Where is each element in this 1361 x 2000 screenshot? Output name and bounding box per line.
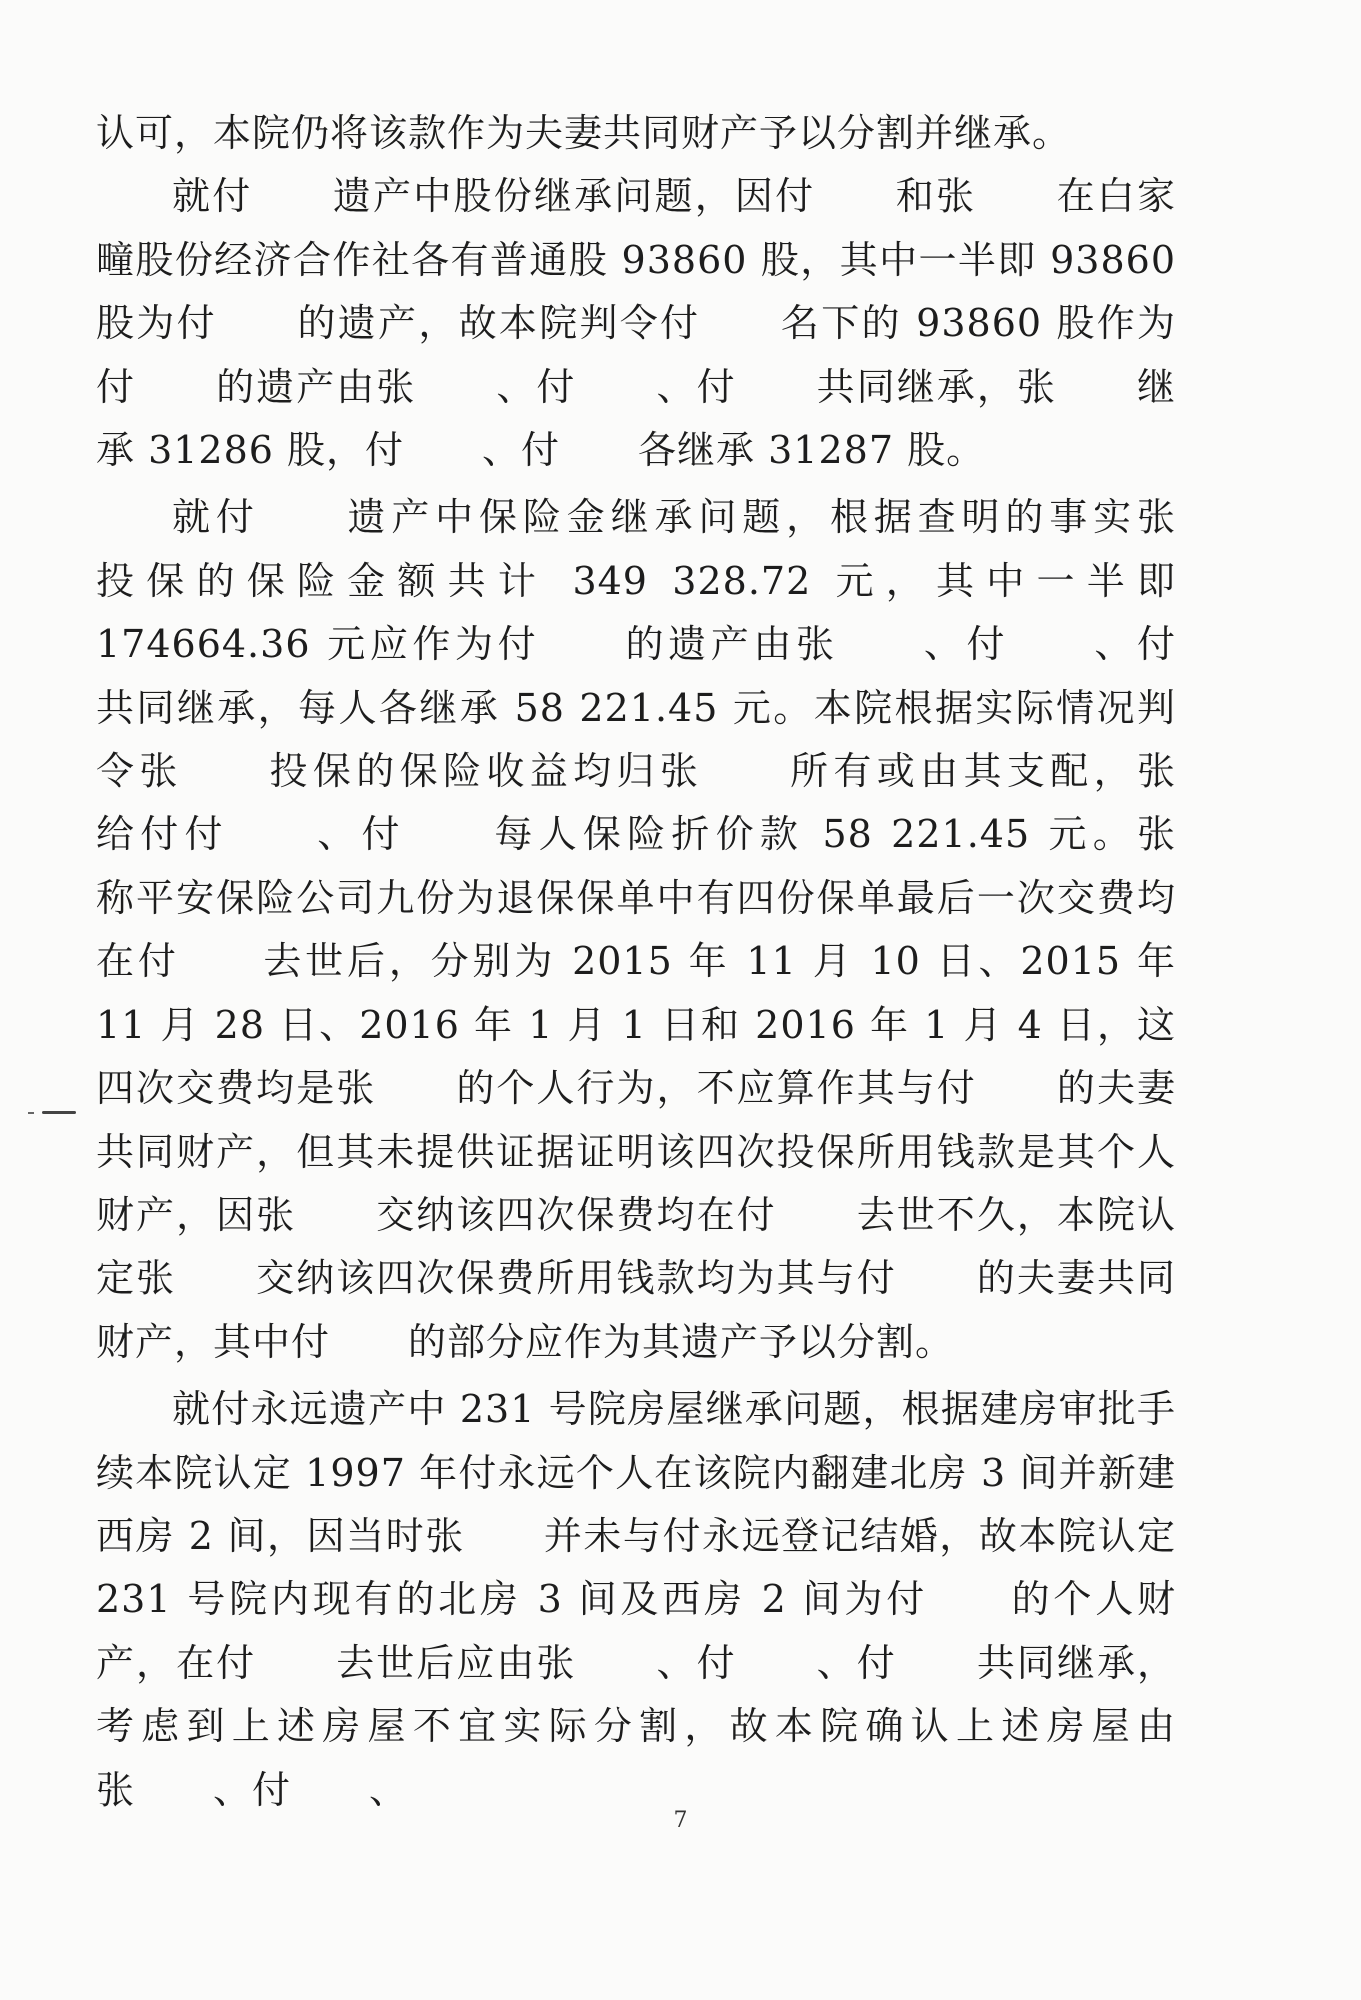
scan-artifact-mark [42,1111,76,1114]
paragraph-continuation: 认可，本院仍将该款作为夫妻共同财产予以分割并继承。 [96,111,1072,155]
paragraph-share-inheritance: 就付 遗产中股份继承问题，因付 和张 在白家疃股份经济合作社各有普通股 93860 股，其中一半即 93860 股为付 的遗产，故本院判令付 名下的 93860 股作为付 的遗产由张 、付 、付 共同继承，张 继承 31286 股，付 、付 各继承 31287 股。 [96,174,1176,473]
paragraph-insurance-inheritance: 就付 遗产中保险金继承问题，根据查明的事实张 投保的保险金额共计 349 328.72 元，其中一半即 174664.36 元应作为付 的遗产由张 、付 、付 共同继承，每人各继承 58 221.45 元。本院根据实际情况判令张 投保的保险收益均归张 所有或由其支配，张 给付付 、付 每人保险折价款 58 221.45 元。张 称平安保险公司九份为退保保单中有四份保单最后一次交费均在付 去世后，分别为 2015 年 11 月 10 日、2015 年 11 月 28 日、2016 年 1 月 1 日和 2016 年 1 月 4 日，这四次交费均是张 的个人行为，不应算作其与付 的夫妻共同财产，但其未提供证据证明该四次投保所用钱款是其个人财产，因张 交纳该四次保费均在付 去世不久，本院认定张 交纳该四次保费所用钱款均为其与付 的夫妻共同财产，其中付 的部分应作为其遗产予以分割。 [96,495,1255,1364]
scan-artifact-dot [28,1112,34,1114]
document-body [96,102,1255,1822]
paragraph-house-inheritance: 就付永远遗产中 231 号院房屋继承问题，根据建房审批手续本院认定 1997 年付永远个人在该院内翻建北房 3 间并新建西房 2 间，因当时张 并未与付永远登记结婚，故本院认定 231 号院内现有的北房 3 间及西房 2 间为付 的个人财产，在付 去世后应由张 、付 、付 共同继承，考虑到上述房屋不宜实际分割，故本院确认上述房屋由张 、付 、 [96,1387,1176,1812]
page-number: 7 [673,1808,688,1833]
